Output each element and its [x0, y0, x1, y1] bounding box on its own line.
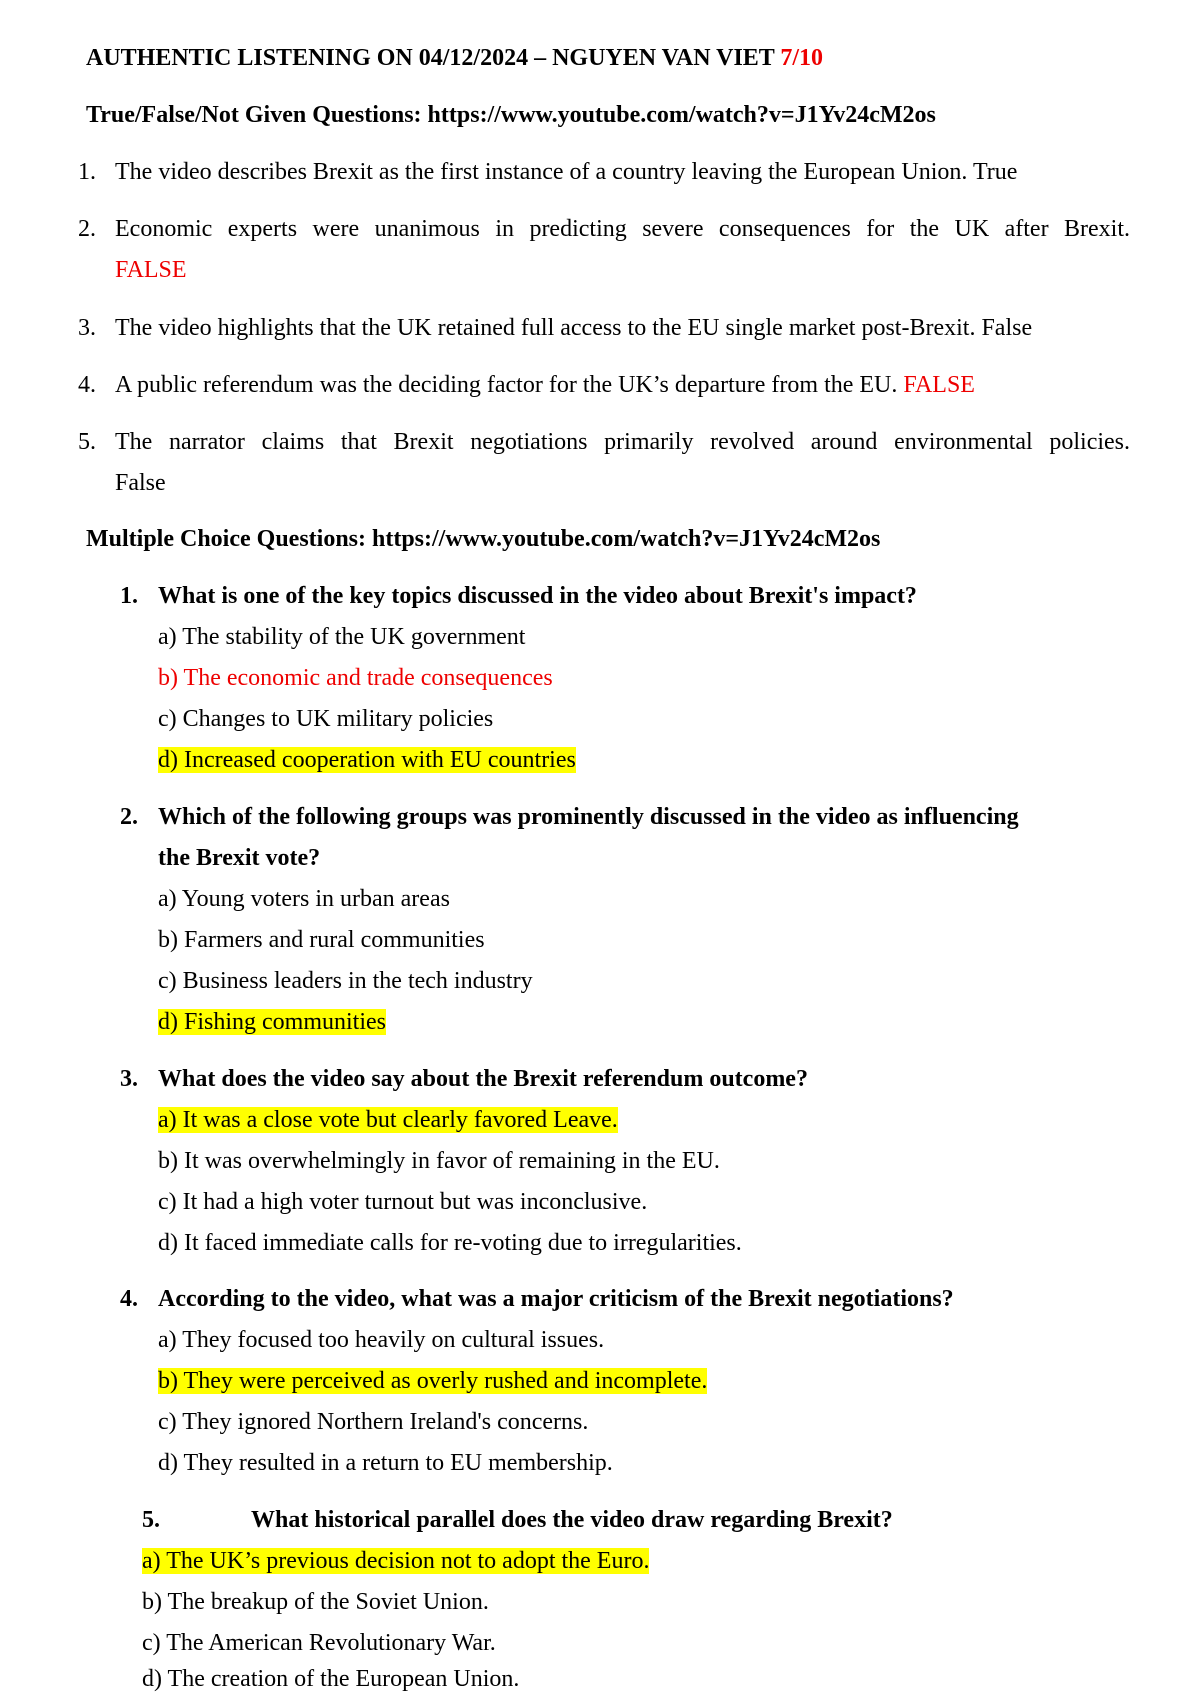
title-text: AUTHENTIC LISTENING ON 04/12/2024 – NGUYEN VAN VIET [86, 45, 775, 71]
mc-option: d) The creation of the European Union. [142, 1666, 520, 1692]
mc-option: a) Young voters in urban areas [158, 886, 450, 912]
mc-question-number: 2. [120, 804, 138, 830]
tf-item-answer: False [115, 470, 166, 496]
tf-item-number: 1. [78, 159, 96, 185]
tf-item-answer: FALSE [903, 372, 975, 398]
tf-item-number: 4. [78, 372, 96, 398]
mc-question-text: Which of the following groups was prominently discussed in the video as influencing [158, 804, 1019, 830]
mc-option-selected: b) They were perceived as overly rushed and incomplete. [158, 1368, 708, 1394]
mc-option: c) They ignored Northern Ireland's concerns. [158, 1409, 589, 1435]
mc-question-number: 5. [142, 1507, 160, 1533]
mc-option: a) They focused too heavily on cultural issues. [158, 1327, 605, 1353]
mc-option: b) It was overwhelmingly in favor of remaining in the EU. [158, 1148, 720, 1174]
tf-item-number: 5. [78, 429, 96, 455]
mc-option: c) It had a high voter turnout but was inconclusive. [158, 1189, 648, 1215]
tf-item-answer: True [972, 159, 1018, 185]
mc-option: c) Business leaders in the tech industry [158, 968, 533, 994]
document-title [86, 43, 823, 73]
tf-item-text: A public referendum was the deciding factor for the UK’s departure from the EU. [115, 372, 898, 398]
mc-option-selected: a) The UK’s previous decision not to adopt the Euro. [142, 1548, 650, 1574]
mc-question-text-cont: the Brexit vote? [158, 845, 321, 871]
tf-item-text: The narrator claims that Brexit negotiations primarily revolved around environmental policies. [115, 429, 1130, 455]
mc-option: d) It faced immediate calls for re-voting due to irregularities. [158, 1230, 742, 1256]
mc-option-selected: d) Fishing communities [158, 1009, 386, 1035]
tf-item-text: The video highlights that the UK retained full access to the EU single market post-Brexit. [115, 315, 976, 341]
mc-option: c) Changes to UK military policies [158, 706, 494, 732]
mc-question-text: According to the video, what was a major criticism of the Brexit negotiations? [158, 1286, 954, 1312]
mc-section-heading: Multiple Choice Questions: https://www.youtube.com/watch?v=J1Yv24cM2os [86, 526, 881, 552]
mc-question-number: 1. [120, 583, 138, 609]
mc-option-selected: d) Increased cooperation with EU countries [158, 747, 576, 773]
mc-option: c) The American Revolutionary War. [142, 1630, 496, 1656]
mc-option: b) Farmers and rural communities [158, 927, 485, 953]
tf-item-answer: False [981, 315, 1033, 341]
mc-question-text: What does the video say about the Brexit referendum outcome? [158, 1066, 808, 1092]
mc-question-text: What is one of the key topics discussed in the video about Brexit's impact? [158, 583, 917, 609]
tf-item-number: 2. [78, 216, 96, 242]
mc-option-selected: a) It was a close vote but clearly favored Leave. [158, 1107, 618, 1133]
tf-item-number: 3. [78, 315, 96, 341]
score-badge: 7/10 [780, 45, 824, 71]
mc-question-number: 4. [120, 1286, 138, 1312]
tf-item-answer: FALSE [115, 257, 187, 283]
mc-option: a) The stability of the UK government [158, 624, 526, 650]
mc-option: b) The economic and trade consequences [158, 665, 553, 691]
tf-item-text: Economic experts were unanimous in predicting severe consequences for the UK after Brexit. [115, 216, 1130, 242]
tf-section-heading: True/False/Not Given Questions: https://www.youtube.com/watch?v=J1Yv24cM2os [86, 102, 936, 128]
mc-option: d) They resulted in a return to EU membership. [158, 1450, 613, 1476]
mc-question-number: 3. [120, 1066, 138, 1092]
mc-option: b) The breakup of the Soviet Union. [142, 1589, 489, 1615]
tf-item-text: The video describes Brexit as the first instance of a country leaving the European Union. [115, 159, 968, 185]
mc-question-text: What historical parallel does the video draw regarding Brexit? [251, 1507, 893, 1533]
